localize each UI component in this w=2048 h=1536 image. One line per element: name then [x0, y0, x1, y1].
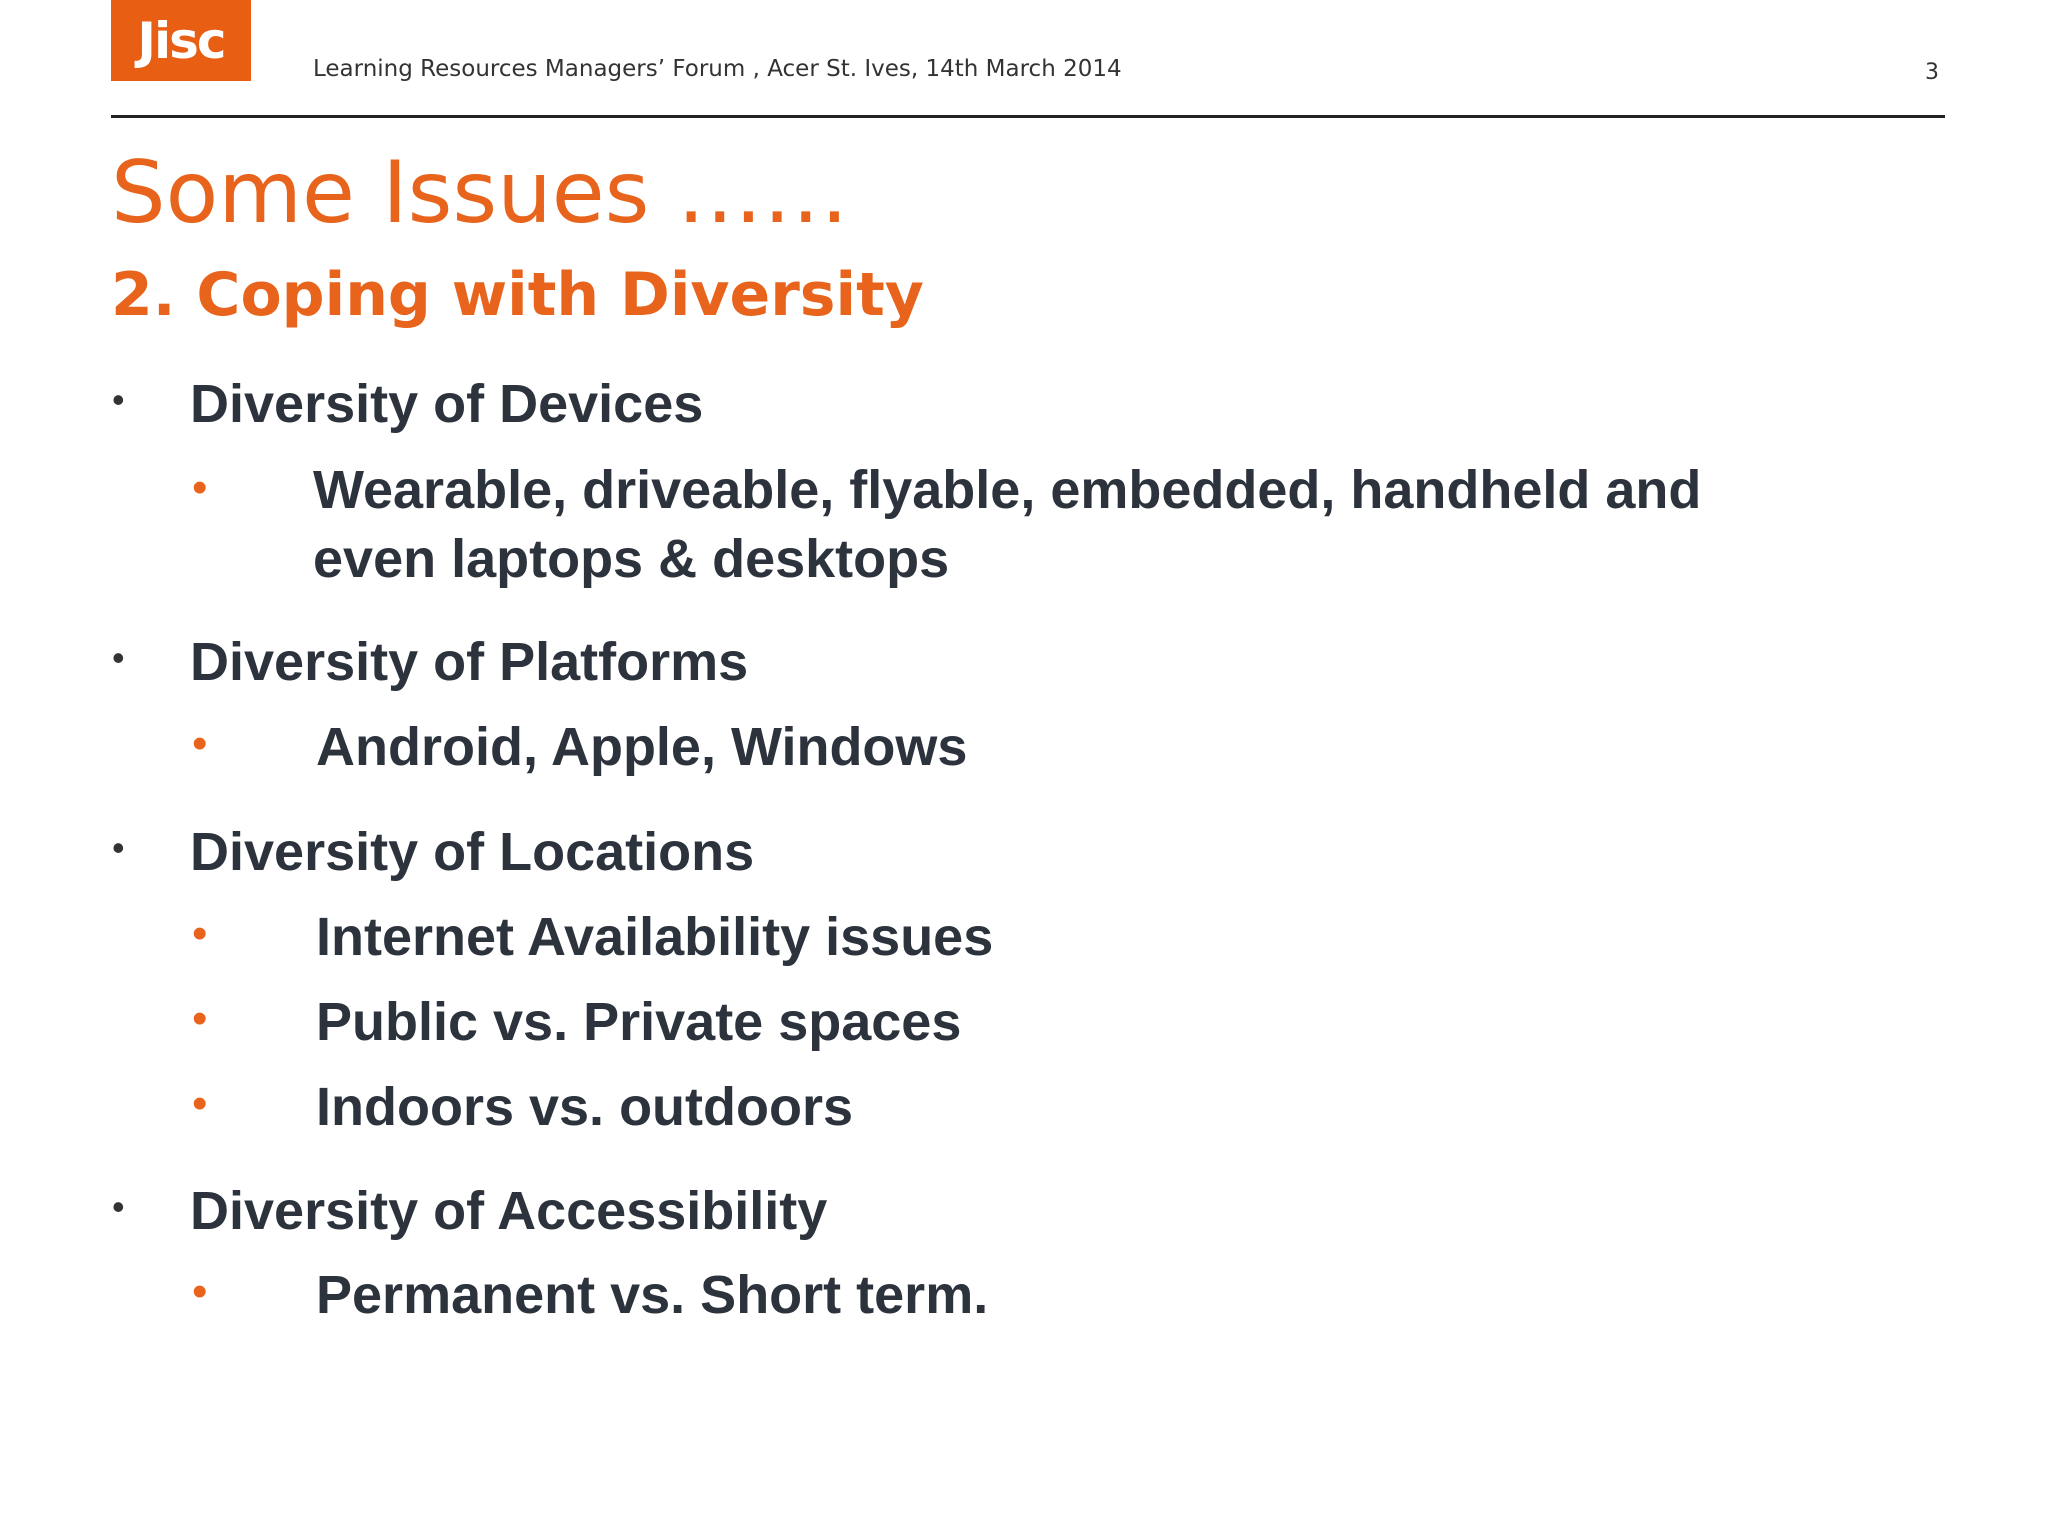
- bullet-diversity-devices: Diversity of Devices: [190, 374, 704, 434]
- sub-bullet-permanent-short-term: Permanent vs. Short term.: [316, 1265, 989, 1325]
- sub-bullet-internet-availability: Internet Availability issues: [316, 907, 994, 967]
- sub-bullet-marker: •: [192, 994, 208, 1043]
- sub-bullet-platforms: Android, Apple, Windows: [316, 717, 968, 777]
- bullet-diversity-accessibility: Diversity of Accessibility: [190, 1181, 828, 1241]
- bullet-marker: •: [112, 637, 125, 678]
- bullet-diversity-locations: Diversity of Locations: [190, 822, 755, 882]
- bullet-marker: •: [112, 827, 125, 868]
- logo-text: Jisc: [137, 11, 225, 70]
- sub-bullet-indoors-outdoors: Indoors vs. outdoors: [316, 1077, 854, 1137]
- header-divider: [111, 115, 1945, 118]
- jisc-logo: [111, 0, 251, 81]
- sub-bullet-marker: •: [192, 463, 208, 512]
- bullet-marker: •: [112, 1186, 125, 1227]
- bullet-diversity-platforms: Diversity of Platforms: [190, 632, 749, 692]
- sub-bullet-devices-line2: even laptops & desktops: [313, 529, 950, 589]
- slide-title: Some Issues ……: [111, 143, 849, 243]
- sub-bullet-marker: •: [192, 1079, 208, 1128]
- sub-bullet-devices-line1: Wearable, driveable, flyable, embedded, handheld and: [313, 460, 1702, 520]
- bullet-marker: •: [112, 379, 125, 420]
- sub-bullet-marker: •: [192, 719, 208, 768]
- page-number: 3: [1925, 60, 1939, 85]
- sub-bullet-public-private: Public vs. Private spaces: [316, 992, 962, 1052]
- header-event-text: Learning Resources Managers’ Forum , Acer St. Ives, 14th March 2014: [313, 56, 1122, 82]
- sub-bullet-marker: •: [192, 1267, 208, 1316]
- sub-bullet-marker: •: [192, 909, 208, 958]
- slide-subtitle: 2. Coping with Diversity: [111, 260, 924, 330]
